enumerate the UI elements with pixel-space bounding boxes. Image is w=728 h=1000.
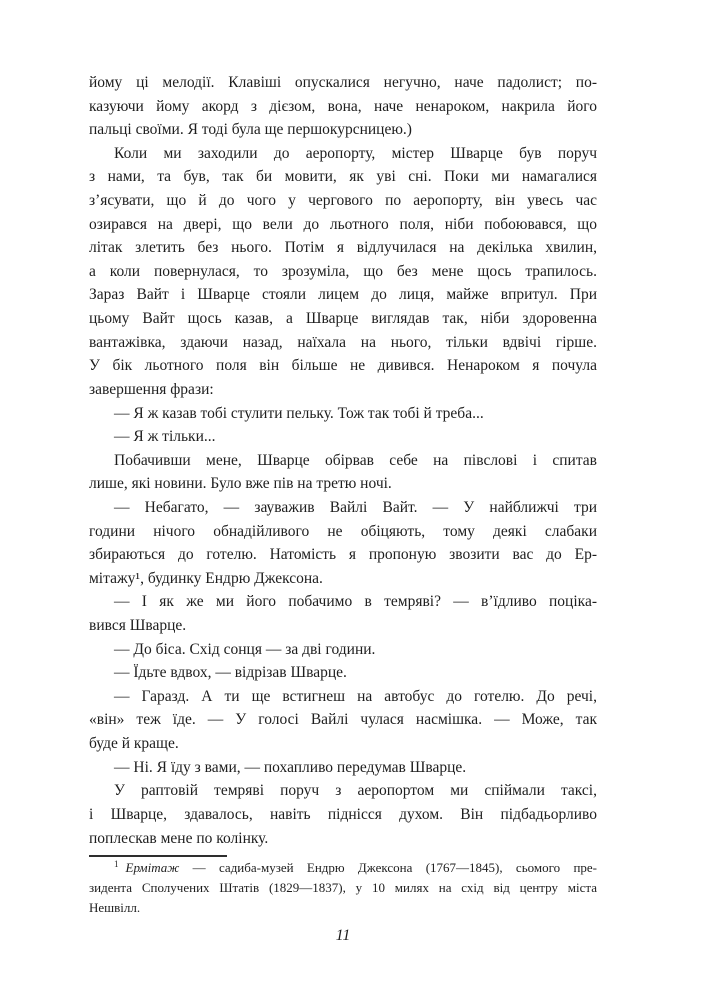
text-line: поплескав мене по колінку. <box>89 829 269 847</box>
text-line: цьому Вайт щось казав, а Шварце виглядав так, ніби здоровенна <box>89 310 597 328</box>
text-line: — Їдьте вдвох, — відрізав Шварце. <box>114 664 347 682</box>
text-line: години нічого обнадійливого не обіцяють, тому деякі слабаки <box>89 522 597 540</box>
text-line: — І як же ми його побачимо в темряві? — в’їдливо поціка- <box>114 593 597 611</box>
footnote <box>89 858 597 918</box>
footnote-text-1: — садиба-музей Ендрю Джексона (1767—1845), сьомого пре- <box>179 860 597 876</box>
text-line: Коли ми заходили до аеропорту, містер Шварце був поруч <box>114 144 597 162</box>
text-line: літак злетить без нього. Потім я відлучилася на декілька хвилин, <box>89 239 597 257</box>
text-line: буде й краще. <box>89 735 179 753</box>
text-line: — Небагато, — зауважив Вайлі Вайт. — У найближчі три <box>114 498 597 516</box>
text-line: йому ці мелодії. Клавіші опускалися негучно, наче падолист; по- <box>89 74 597 91</box>
footnote-marker: 1 <box>114 858 119 869</box>
text-column <box>89 71 597 946</box>
text-line: У раптовій темряві поруч з аеропортом ми спіймали таксі, <box>114 782 597 800</box>
text-line: — До біса. Схід сонця — за дві години. <box>114 640 376 658</box>
text-line: завершення фрази: <box>89 380 214 398</box>
text-line: лише, які новини. Було вже пів на третю ночі. <box>89 475 392 493</box>
footnote-divider <box>89 855 227 857</box>
text-line: вантажівка, здаючи назад, наїхала на нього, тільки вдвічі гірше. <box>89 333 597 351</box>
text-line: — Гаразд. А ти ще встигнеш на автобус до готелю. До речі, <box>114 687 597 705</box>
page-number: 11 <box>335 927 351 945</box>
text-line: Побачивши мене, Шварце обірвав себе на півслові і спитав <box>114 451 597 469</box>
text-line: озирався на двері, що вели до льотного поля, ніби побоювався, що <box>89 215 597 233</box>
text-line: — Я ж казав тобі стулити пельку. Тож так тобі й треба... <box>114 404 484 422</box>
footnote-term: Ермітаж <box>125 860 180 876</box>
text-line: а коли повернулася, то зрозуміла, що без мене щось трапилось. <box>89 262 597 280</box>
text-line: і Шварце, здавалось, навіть піднісся духом. Він підбадьорливо <box>89 805 597 823</box>
footnote-line-3: Нешвілл. <box>89 900 141 916</box>
text-line: казуючи йому акорд з дієзом, вона, наче ненароком, накрила його <box>89 97 597 115</box>
text-line: — Ні. Я їду з вами, — похапливо передумав Шварце. <box>114 758 467 776</box>
footnote-line-2: зидента Сполучених Штатів (1829—1837), у 10 милях на схід від центру міста <box>89 880 597 896</box>
text-line: мітажу¹, будинку Ендрю Джексона. <box>89 569 323 587</box>
text-line: Зараз Вайт і Шварце стояли лицем до лиця, майже впритул. При <box>89 286 597 304</box>
footnote-line-1 <box>89 858 597 878</box>
text-line: з нами, та був, так би мовити, як уві сні. Поки ми намагалися <box>89 168 597 186</box>
text-line: — Я ж тільки... <box>114 428 216 446</box>
text-line: з’ясувати, що й до чого у чергового по аеропорту, він увесь час <box>89 192 597 210</box>
text-line: вився Шварце. <box>89 617 187 635</box>
text-line: У бік льотного поля він більше не дивився. Ненароком я почула <box>89 357 597 375</box>
text-line: «він» теж їде. — У голосі Вайлі чулася насмішка. — Може, так <box>89 711 597 729</box>
text-line: пальці своїми. Я тоді була ще першокурсницею.) <box>89 121 412 139</box>
text-line: збираються до готелю. Натомість я пропоную звозити вас до Ер- <box>89 546 597 564</box>
text-block <box>89 71 597 850</box>
